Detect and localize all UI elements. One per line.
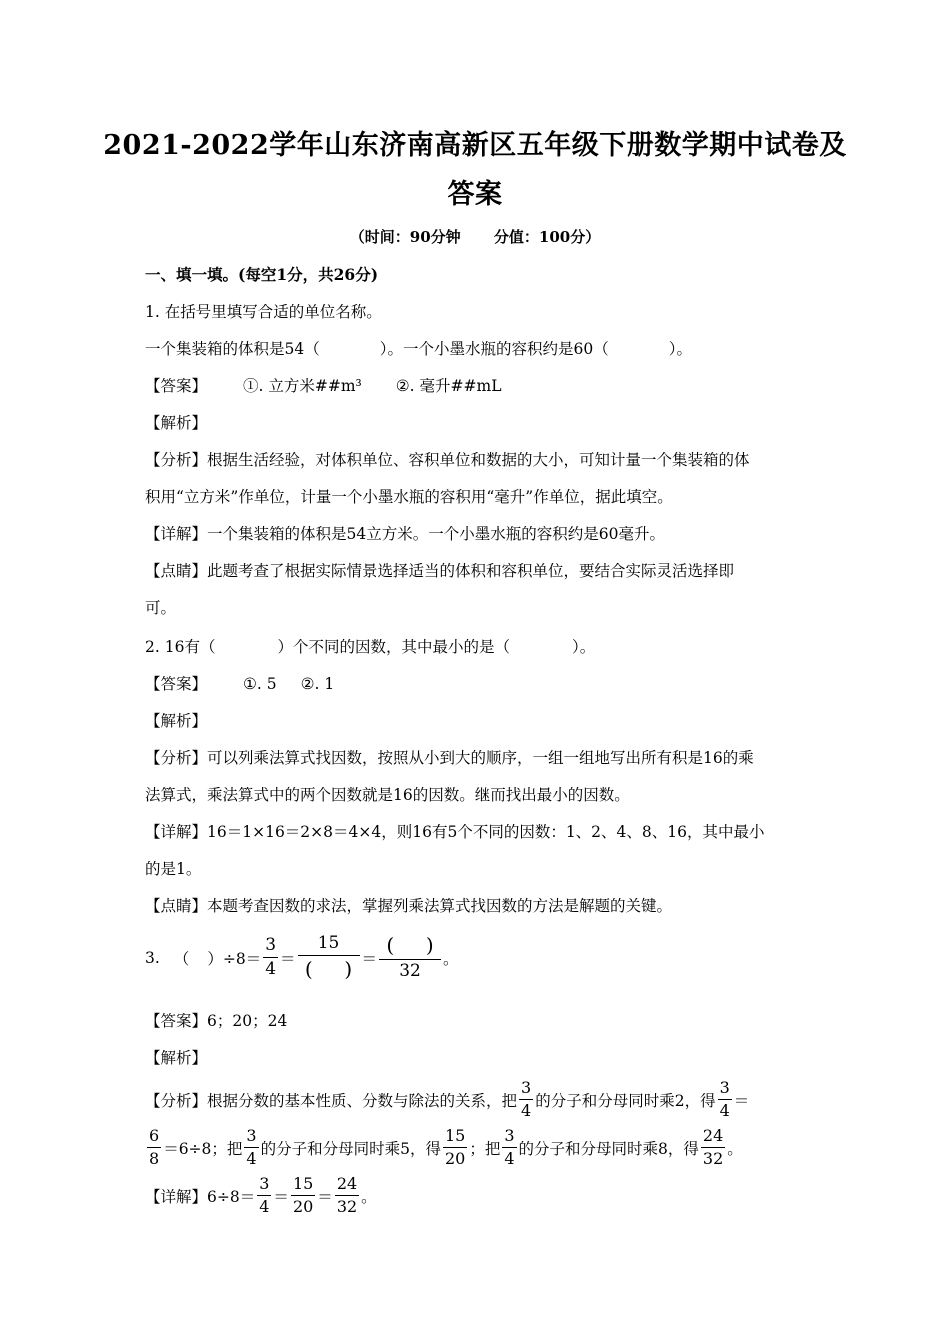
fraction-24-32	[335, 1176, 359, 1215]
frac-numerator: 24	[336, 1174, 358, 1193]
document-title-line1: 2021-2022学年山东济南高新区五年级下册数学期中试卷及	[103, 130, 847, 161]
q3-paren-right: ）	[207, 949, 223, 968]
q3-fenxi-d: ＝6÷8；把	[163, 1139, 243, 1158]
q2-question	[145, 635, 595, 657]
q1-question	[145, 337, 692, 359]
fraction-6-8	[147, 1128, 161, 1167]
q1-xiangjie	[145, 522, 665, 544]
dianjing-label: 【点睛】	[145, 562, 208, 580]
q1-answer-2: ②. 毫升##mL	[395, 377, 502, 395]
fraction-15-20	[291, 1176, 315, 1215]
xiangjie-label: 【详解】	[145, 1187, 208, 1206]
q2-dianjing	[145, 894, 672, 916]
frac-numerator: 3	[265, 935, 277, 955]
frac-denominator: 4	[521, 1101, 532, 1120]
q3-fenxi-g: 的分子和分母同时乘8，得	[518, 1139, 699, 1158]
frac-numerator: 15	[292, 1174, 314, 1193]
q2-dianjing-text: 本题考查因数的求法，掌握列乘法算式找因数的方法是解题的关键。	[207, 897, 673, 915]
q3-jiexi: 【解析】	[145, 1049, 208, 1067]
frac-numerator: 3	[246, 1126, 257, 1145]
q2-text-a: 2. 16有（	[145, 638, 216, 656]
q1-jiexi: 【解析】	[145, 414, 208, 432]
q1-dianjing-2: 可。	[145, 599, 177, 617]
q2-xiangjie-1	[145, 820, 765, 842]
q3-div8: ÷8＝	[222, 949, 262, 968]
q3-fenxi-a: 根据分数的基本性质、分数与除法的关系，把	[207, 1091, 518, 1110]
q2-xiangjie-2: 的是1。	[145, 860, 202, 878]
frac-denominator: 20	[292, 1197, 314, 1216]
frac-numerator: 3	[504, 1126, 515, 1145]
frac-denominator: 4	[504, 1149, 515, 1168]
time-info: （时间：90分钟	[349, 228, 461, 246]
q3-xiangjie-a: 6÷8＝	[207, 1187, 256, 1206]
q3-end: 。	[443, 949, 459, 968]
fenxi-label: 【分析】	[145, 451, 208, 469]
frac-numerator: 15	[444, 1126, 466, 1145]
q3-xiangjie-end: 。	[361, 1187, 377, 1206]
fraction-3-4	[257, 1176, 271, 1215]
q2-text-b: ）个不同的因数，其中最小的是（	[277, 638, 510, 656]
frac-denominator: 8	[149, 1149, 160, 1168]
q3-fraction-3-4	[263, 937, 278, 978]
q1-stem: 1. 在括号里填写合适的单位名称。	[145, 303, 382, 321]
q1-dianjing-text-1: 此题考查了根据实际情景选择适当的体积和容积单位，要结合实际灵活选择即	[207, 562, 735, 580]
frac-numerator: 24	[702, 1126, 724, 1145]
q2-fenxi-1	[145, 746, 754, 768]
frac-numerator: 6	[149, 1126, 160, 1145]
q3-fenxi-f: ；把	[469, 1139, 501, 1158]
fraction-3-4	[718, 1080, 732, 1119]
frac-denominator: 32	[702, 1149, 724, 1168]
q3-equals: ＝	[317, 1187, 333, 1206]
fraction-3-4	[502, 1128, 516, 1167]
frac-numerator: 3	[521, 1078, 532, 1097]
fenxi-label: 【分析】	[145, 749, 208, 767]
q2-answer-2: ②. 1	[300, 675, 335, 693]
q3-prefix: 3.	[145, 948, 160, 967]
frac-denominator: 32	[336, 1197, 358, 1216]
q1-text-a: 一个集装箱的体积是54（	[145, 340, 320, 358]
q3-question	[145, 935, 459, 980]
q3-fraction-blank-32	[379, 935, 441, 980]
q2-fenxi-text-1: 可以列乘法算式找因数，按照从小到大的顺序，一组一组地写出所有积是16的乘	[207, 749, 754, 767]
q1-fenxi-text-1: 根据生活经验，对体积单位、容积单位和数据的大小，可知计量一个集装箱的体	[207, 451, 750, 469]
q3-fenxi-h: 。	[727, 1139, 743, 1158]
section-heading: 一、填一填。(每空1分，共26分)	[145, 265, 379, 284]
q3-equals: ＝	[361, 949, 378, 968]
q1-fenxi-1	[145, 448, 750, 470]
q2-fenxi-2: 法算式，乘法算式中的两个因数就是16的因数。继而找出最小的因数。	[145, 786, 630, 804]
answer-label: 【答案】	[145, 377, 208, 395]
frac-denominator: 4	[259, 1197, 270, 1216]
dianjing-label: 【点睛】	[145, 897, 208, 915]
exam-info	[0, 226, 950, 247]
xiangjie-label: 【详解】	[145, 525, 208, 543]
q1-text-b: ）。一个小墨水瓶的容积约是60（	[379, 340, 609, 358]
q3-fraction-15-blank	[298, 935, 360, 980]
q3-fenxi-1	[145, 1080, 749, 1119]
frac-denominator: 4	[719, 1101, 730, 1120]
q3-fenxi-b: 的分子和分母同时乘2，得	[535, 1091, 716, 1110]
q1-dianjing-1	[145, 559, 734, 581]
frac-denominator: 4	[265, 959, 277, 979]
fraction-15-20	[443, 1128, 467, 1167]
frac-denominator: 20	[444, 1149, 466, 1168]
q3-answer: 【答案】6；20；24	[145, 1012, 288, 1030]
q3-fenxi-e: 的分子和分母同时乘5，得	[260, 1139, 441, 1158]
q1-fenxi-2: 积用“立方米”作单位，计量一个小墨水瓶的容积用“毫升”作单位，据此填空。	[145, 488, 673, 506]
fraction-24-32	[701, 1128, 725, 1167]
q3-xiangjie	[145, 1176, 377, 1215]
q1-answer-1: ①. 立方米##m³	[243, 377, 362, 395]
fraction-3-4	[519, 1080, 533, 1119]
score-info: 分值：100分）	[493, 228, 601, 246]
frac-denominator-blank: ( )	[298, 955, 360, 980]
fenxi-label: 【分析】	[145, 1091, 208, 1110]
frac-numerator: 3	[719, 1078, 730, 1097]
q2-answer-1: ①. 5	[243, 675, 277, 693]
q3-fenxi-2	[145, 1128, 743, 1167]
q2-text-c: ）。	[571, 638, 596, 656]
q3-equals: ＝	[280, 949, 296, 968]
q3-paren-left: （	[173, 949, 190, 968]
document-title-line2: 答案	[447, 179, 503, 210]
answer-label: 【答案】	[145, 675, 208, 693]
q1-text-c: ）。	[668, 340, 692, 358]
frac-numerator-blank: ( )	[386, 933, 434, 957]
q1-xiangjie-text: 一个集装箱的体积是54立方米。一个小墨水瓶的容积约是60毫升。	[207, 525, 665, 543]
q2-answer	[145, 672, 334, 694]
xiangjie-label: 【详解】	[145, 823, 208, 841]
frac-numerator: 3	[259, 1174, 270, 1193]
q2-jiexi: 【解析】	[145, 712, 208, 730]
frac-denominator: 32	[379, 959, 441, 980]
q3-fenxi-c: ＝	[733, 1091, 750, 1110]
fraction-3-4	[244, 1128, 258, 1167]
frac-numerator: 15	[317, 933, 340, 953]
frac-denominator: 4	[246, 1149, 257, 1168]
q3-equals: ＝	[273, 1187, 289, 1206]
q1-answer	[145, 374, 501, 396]
q2-xiangjie-text-1: 16＝1×16＝2×8＝4×4，则16有5个不同的因数：1、2、4、8、16，其中最小	[207, 823, 765, 841]
